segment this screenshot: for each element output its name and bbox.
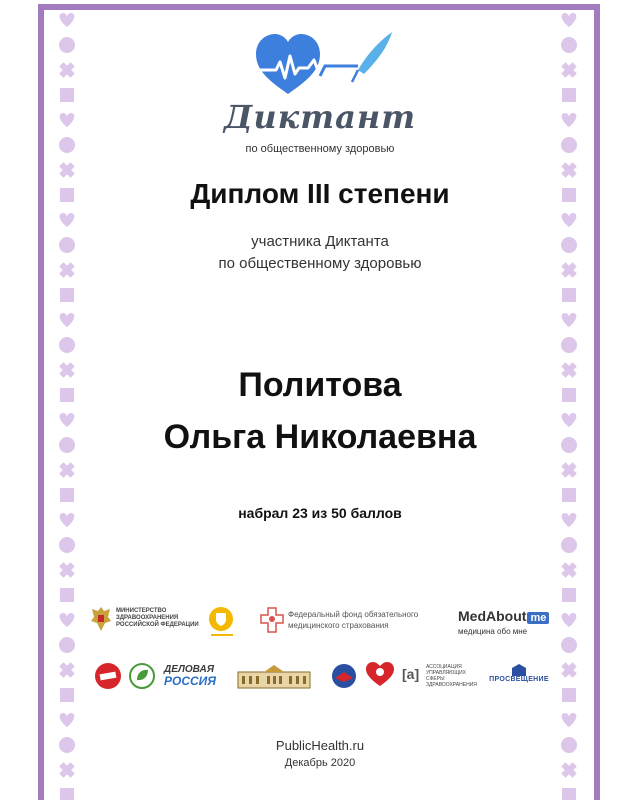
pattern-circle-icon bbox=[59, 337, 75, 353]
minzdrav-line1: МИНИСТЕРСТВО bbox=[116, 608, 167, 614]
medabout-badge: me bbox=[527, 612, 549, 624]
diploma-title: Диплом III степени bbox=[190, 178, 450, 209]
pattern-circle-icon bbox=[561, 637, 577, 653]
foms-line2: медицинского страхования bbox=[288, 621, 389, 630]
association-mark: [a] bbox=[402, 666, 420, 682]
pattern-cross-icon bbox=[558, 59, 580, 82]
association-line2: УПРАВЛЯЮЩИХ СФЕРЫ bbox=[426, 670, 466, 682]
pattern-cross-icon bbox=[558, 459, 580, 482]
minzdrav-line3: РОССИЙСКОЙ ФЕДЕРАЦИИ bbox=[116, 622, 199, 628]
foms-line1: Федеральный фонд обязательного bbox=[288, 610, 419, 619]
pattern-cross-icon bbox=[56, 459, 78, 482]
association-line3: ЗДРАВООХРАНЕНИЯ bbox=[426, 682, 477, 688]
prosveshchenie-emblem-icon bbox=[512, 664, 526, 676]
association-line1: АССОЦИАЦИЯ bbox=[426, 664, 462, 670]
pattern-cross-icon bbox=[56, 659, 78, 682]
pattern-heart-icon bbox=[60, 713, 75, 727]
pattern-heart-icon bbox=[60, 213, 75, 227]
pattern-square-icon bbox=[562, 688, 576, 702]
blue-red-emblem-icon bbox=[330, 662, 358, 690]
prosveshchenie-logo bbox=[486, 664, 552, 692]
red-round-logo-icon bbox=[94, 662, 122, 690]
minzdrav-line2: ЗДРАВООХРАНЕНИЯ bbox=[116, 615, 179, 621]
green-leaf-logo-icon bbox=[128, 662, 156, 690]
pattern-circle-icon bbox=[59, 37, 75, 53]
recipient-given-names: Ольга Николаевна bbox=[163, 418, 477, 456]
pattern-cross-icon bbox=[56, 559, 78, 582]
pattern-circle-icon bbox=[561, 37, 577, 53]
footer-url[interactable]: PublicHealth.ru bbox=[275, 738, 365, 753]
pattern-heart-icon bbox=[60, 313, 75, 327]
association-logo bbox=[402, 664, 477, 694]
pattern-square-icon bbox=[60, 688, 74, 702]
recipient-surname: Политова bbox=[238, 366, 402, 404]
medabout-name: MedAbout bbox=[458, 608, 527, 624]
pattern-square-icon bbox=[60, 588, 74, 602]
heart-pulse-logo-icon bbox=[250, 28, 400, 96]
pattern-square-icon bbox=[60, 788, 74, 800]
pattern-square-icon bbox=[562, 288, 576, 302]
pattern-square-icon bbox=[562, 488, 576, 502]
pattern-square-icon bbox=[60, 488, 74, 502]
prosveshchenie-label: ПРОСВЕЩЕНИЕ bbox=[489, 676, 549, 683]
eagle-emblem-icon bbox=[90, 605, 112, 633]
medabout-tagline: медицина обо мне bbox=[458, 627, 528, 636]
delovaya-line1: ДЕЛОВАЯ bbox=[164, 664, 215, 675]
pattern-heart-icon bbox=[562, 613, 577, 627]
footer-date: Декабрь 2020 bbox=[284, 757, 356, 769]
pattern-heart-icon bbox=[562, 213, 577, 227]
orange-shield-logo-icon bbox=[207, 605, 237, 639]
building-facade-logo-icon bbox=[236, 664, 312, 690]
pattern-heart-icon bbox=[60, 13, 75, 27]
pattern-cross-icon bbox=[56, 59, 78, 82]
pattern-heart-icon bbox=[562, 13, 577, 27]
score-text: набрал 23 из 50 баллов bbox=[238, 505, 402, 521]
logo-wordmark: Диктант bbox=[223, 98, 417, 136]
pattern-circle-icon bbox=[59, 537, 75, 553]
pattern-heart-icon bbox=[562, 313, 577, 327]
pattern-heart-icon bbox=[562, 713, 577, 727]
foms-cross-icon bbox=[260, 607, 284, 633]
pattern-circle-icon bbox=[59, 637, 75, 653]
pattern-square-icon bbox=[562, 588, 576, 602]
diploma-subtitle-line1: участника Диктанта bbox=[251, 233, 389, 250]
pattern-cross-icon bbox=[558, 559, 580, 582]
logo-subtitle: по общественному здоровью bbox=[245, 143, 395, 155]
pattern-circle-icon bbox=[561, 537, 577, 553]
delovaya-rossiya-logo bbox=[164, 664, 228, 692]
minzdrav-logo bbox=[90, 603, 200, 639]
pattern-heart-icon bbox=[60, 613, 75, 627]
pattern-square-icon bbox=[562, 788, 576, 800]
diploma-subtitle-line2: по общественному здоровью bbox=[218, 255, 422, 272]
delovaya-line2: РОССИЯ bbox=[164, 674, 217, 688]
medabout-logo bbox=[458, 608, 558, 638]
red-heart-hands-icon bbox=[364, 660, 396, 690]
pattern-square-icon bbox=[60, 288, 74, 302]
pattern-circle-icon bbox=[561, 337, 577, 353]
pattern-cross-icon bbox=[558, 659, 580, 682]
foms-logo bbox=[260, 605, 440, 637]
